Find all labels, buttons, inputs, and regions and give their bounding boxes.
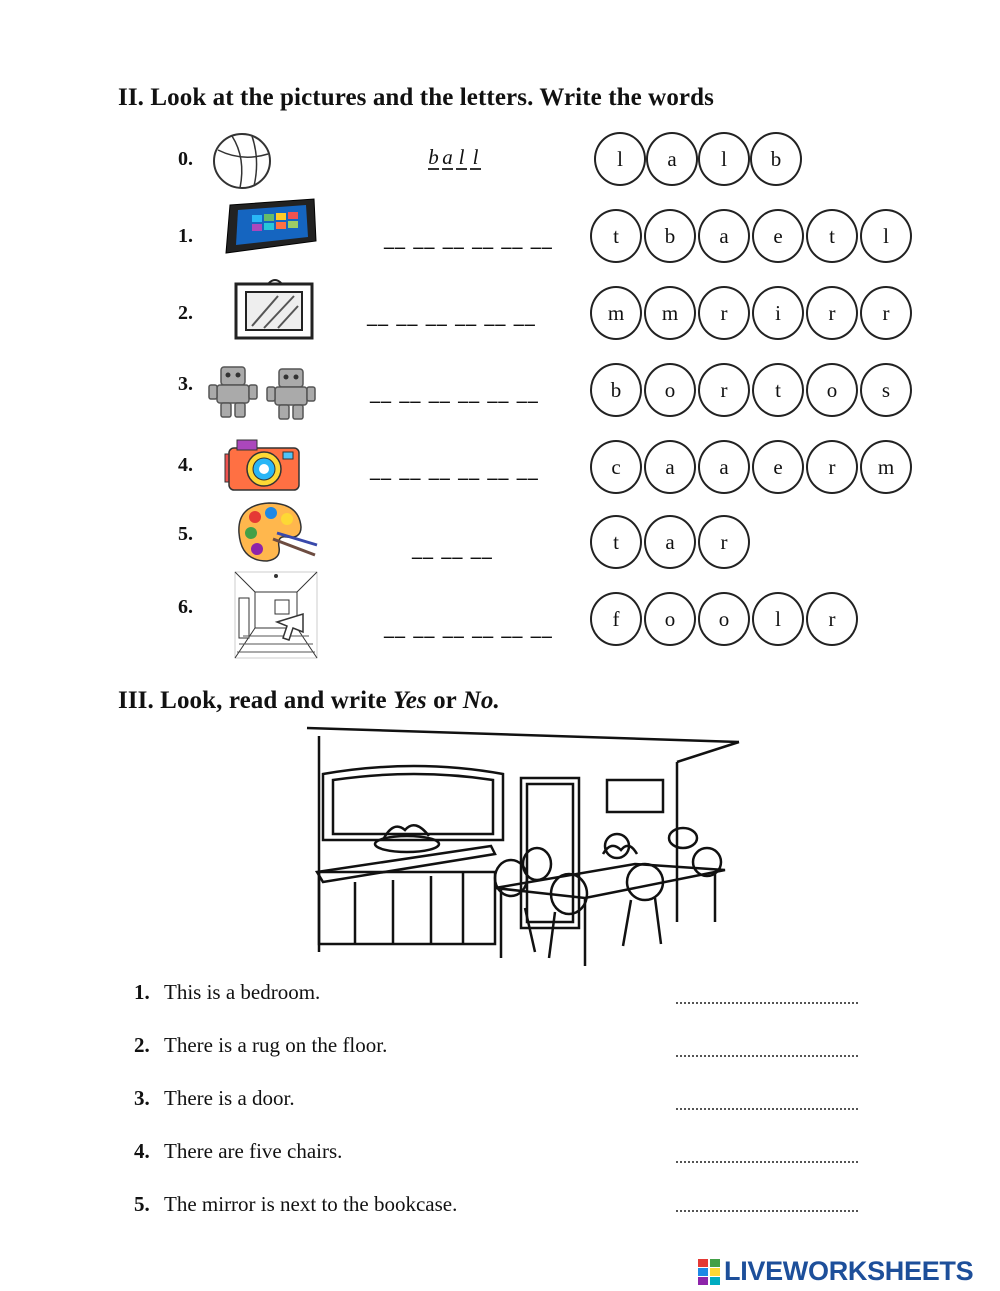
- item-number: 4.: [178, 454, 193, 476]
- letter-bubble: e: [752, 209, 804, 263]
- item-number: 5.: [178, 523, 193, 545]
- answer-blank[interactable]: __ __ __ __ __ __: [384, 614, 553, 638]
- letter-bubble: o: [644, 363, 696, 417]
- answer-line-4[interactable]: [676, 1161, 858, 1163]
- answer-line-3[interactable]: [676, 1108, 858, 1110]
- letter-bubble: m: [860, 440, 912, 494]
- question-text: There is a rug on the floor.: [164, 1033, 388, 1057]
- question-text: The mirror is next to the bookcase.: [164, 1192, 458, 1216]
- letter-bubble: r: [806, 286, 858, 340]
- logo-icon: [698, 1259, 720, 1285]
- letter-bubble: l: [594, 132, 646, 186]
- letter-bubble: a: [698, 209, 750, 263]
- question-number: 3.: [134, 1086, 150, 1110]
- answer-blank[interactable]: __ __ __: [412, 535, 493, 559]
- question-4: [134, 1139, 342, 1164]
- letter-bubble: i: [752, 286, 804, 340]
- answer-blank[interactable]: __ __ __ __ __ __: [384, 225, 553, 249]
- letter-bubble: r: [860, 286, 912, 340]
- answer-line-5[interactable]: [676, 1210, 858, 1212]
- letter-bubble: b: [750, 132, 802, 186]
- question-number: 1.: [134, 980, 150, 1004]
- letter-bubble: a: [644, 440, 696, 494]
- question-2: [134, 1033, 387, 1058]
- answer-blank[interactable]: __ __ __ __ __ __: [370, 456, 539, 480]
- question-text: There is a door.: [164, 1086, 295, 1110]
- question-3: [134, 1086, 295, 1111]
- letter-bubble: m: [644, 286, 696, 340]
- question-1: [134, 980, 320, 1005]
- answer-blank[interactable]: __ __ __ __ __ __: [370, 379, 539, 403]
- exercise-row-0: [0, 128, 1000, 198]
- room-floor-image: [233, 570, 319, 660]
- letter-bubble: r: [698, 515, 750, 569]
- exercise-row-2: [0, 282, 1000, 352]
- section-3-title: [118, 687, 500, 715]
- item-number: 1.: [178, 225, 193, 247]
- question-5: [134, 1192, 457, 1217]
- answer-blank[interactable]: __ __ __ __ __ __: [367, 302, 536, 326]
- question-number: 4.: [134, 1139, 150, 1163]
- letter-bubble: o: [806, 363, 858, 417]
- answer-letter: a: [442, 145, 453, 169]
- question-number: 5.: [134, 1192, 150, 1216]
- robots-image: [207, 361, 321, 421]
- item-number: 2.: [178, 302, 193, 324]
- answer-line-1[interactable]: [676, 1002, 858, 1004]
- exercise-row-5: [0, 513, 1000, 583]
- letter-bubble: r: [806, 440, 858, 494]
- letter-bubble: s: [860, 363, 912, 417]
- tablet-image: [222, 197, 318, 259]
- letter-bubble: t: [590, 209, 642, 263]
- letter-bubble: b: [644, 209, 696, 263]
- section-3-title-prefix: III. Look, read and write: [118, 687, 394, 714]
- section-2-title: II. Look at the pictures and the letters. Write the words: [118, 84, 714, 111]
- item-number: 0.: [178, 148, 193, 170]
- letter-bubble: r: [806, 592, 858, 646]
- brand-name: LIVEWORKSHEETS: [724, 1256, 974, 1286]
- letter-bubble: a: [644, 515, 696, 569]
- liveworksheets-logo: [698, 1256, 973, 1287]
- question-number: 2.: [134, 1033, 150, 1057]
- letter-bubble: b: [590, 363, 642, 417]
- letter-bubble: a: [698, 440, 750, 494]
- letter-bubble: l: [860, 209, 912, 263]
- letter-bubble: t: [752, 363, 804, 417]
- answer-line-2[interactable]: [676, 1055, 858, 1057]
- dining-room-image: [305, 722, 745, 970]
- question-text: This is a bedroom.: [164, 980, 321, 1004]
- answer-letter: l: [470, 146, 481, 170]
- ball-image: [212, 132, 272, 190]
- paint-palette-image: [233, 499, 319, 565]
- letter-bubble: e: [752, 440, 804, 494]
- item-number: 6.: [178, 596, 193, 618]
- letter-bubble: r: [698, 286, 750, 340]
- letter-bubble: t: [806, 209, 858, 263]
- letter-bubble: c: [590, 440, 642, 494]
- item-number: 3.: [178, 373, 193, 395]
- letter-bubble: l: [698, 132, 750, 186]
- camera-image: [221, 436, 303, 496]
- letter-bubble: o: [644, 592, 696, 646]
- section-3-title-no: No.: [462, 687, 500, 714]
- letter-bubble: m: [590, 286, 642, 340]
- answer-letter: b: [428, 145, 439, 169]
- exercise-row-4: [0, 436, 1000, 506]
- mirror-image: [230, 276, 320, 342]
- section-3-title-or: or: [426, 687, 463, 714]
- example-answer: [428, 146, 484, 170]
- letter-bubble: t: [590, 515, 642, 569]
- exercise-row-1: [0, 205, 1000, 275]
- exercise-row-3: [0, 359, 1000, 429]
- section-3-title-yes: Yes: [393, 687, 427, 714]
- question-text: There are five chairs.: [164, 1139, 343, 1163]
- letter-bubble: l: [752, 592, 804, 646]
- exercise-row-6: [0, 590, 1000, 660]
- letter-bubble: o: [698, 592, 750, 646]
- answer-letter: l: [456, 146, 467, 170]
- letter-bubble: r: [698, 363, 750, 417]
- letter-bubble: f: [590, 592, 642, 646]
- letter-bubble: a: [646, 132, 698, 186]
